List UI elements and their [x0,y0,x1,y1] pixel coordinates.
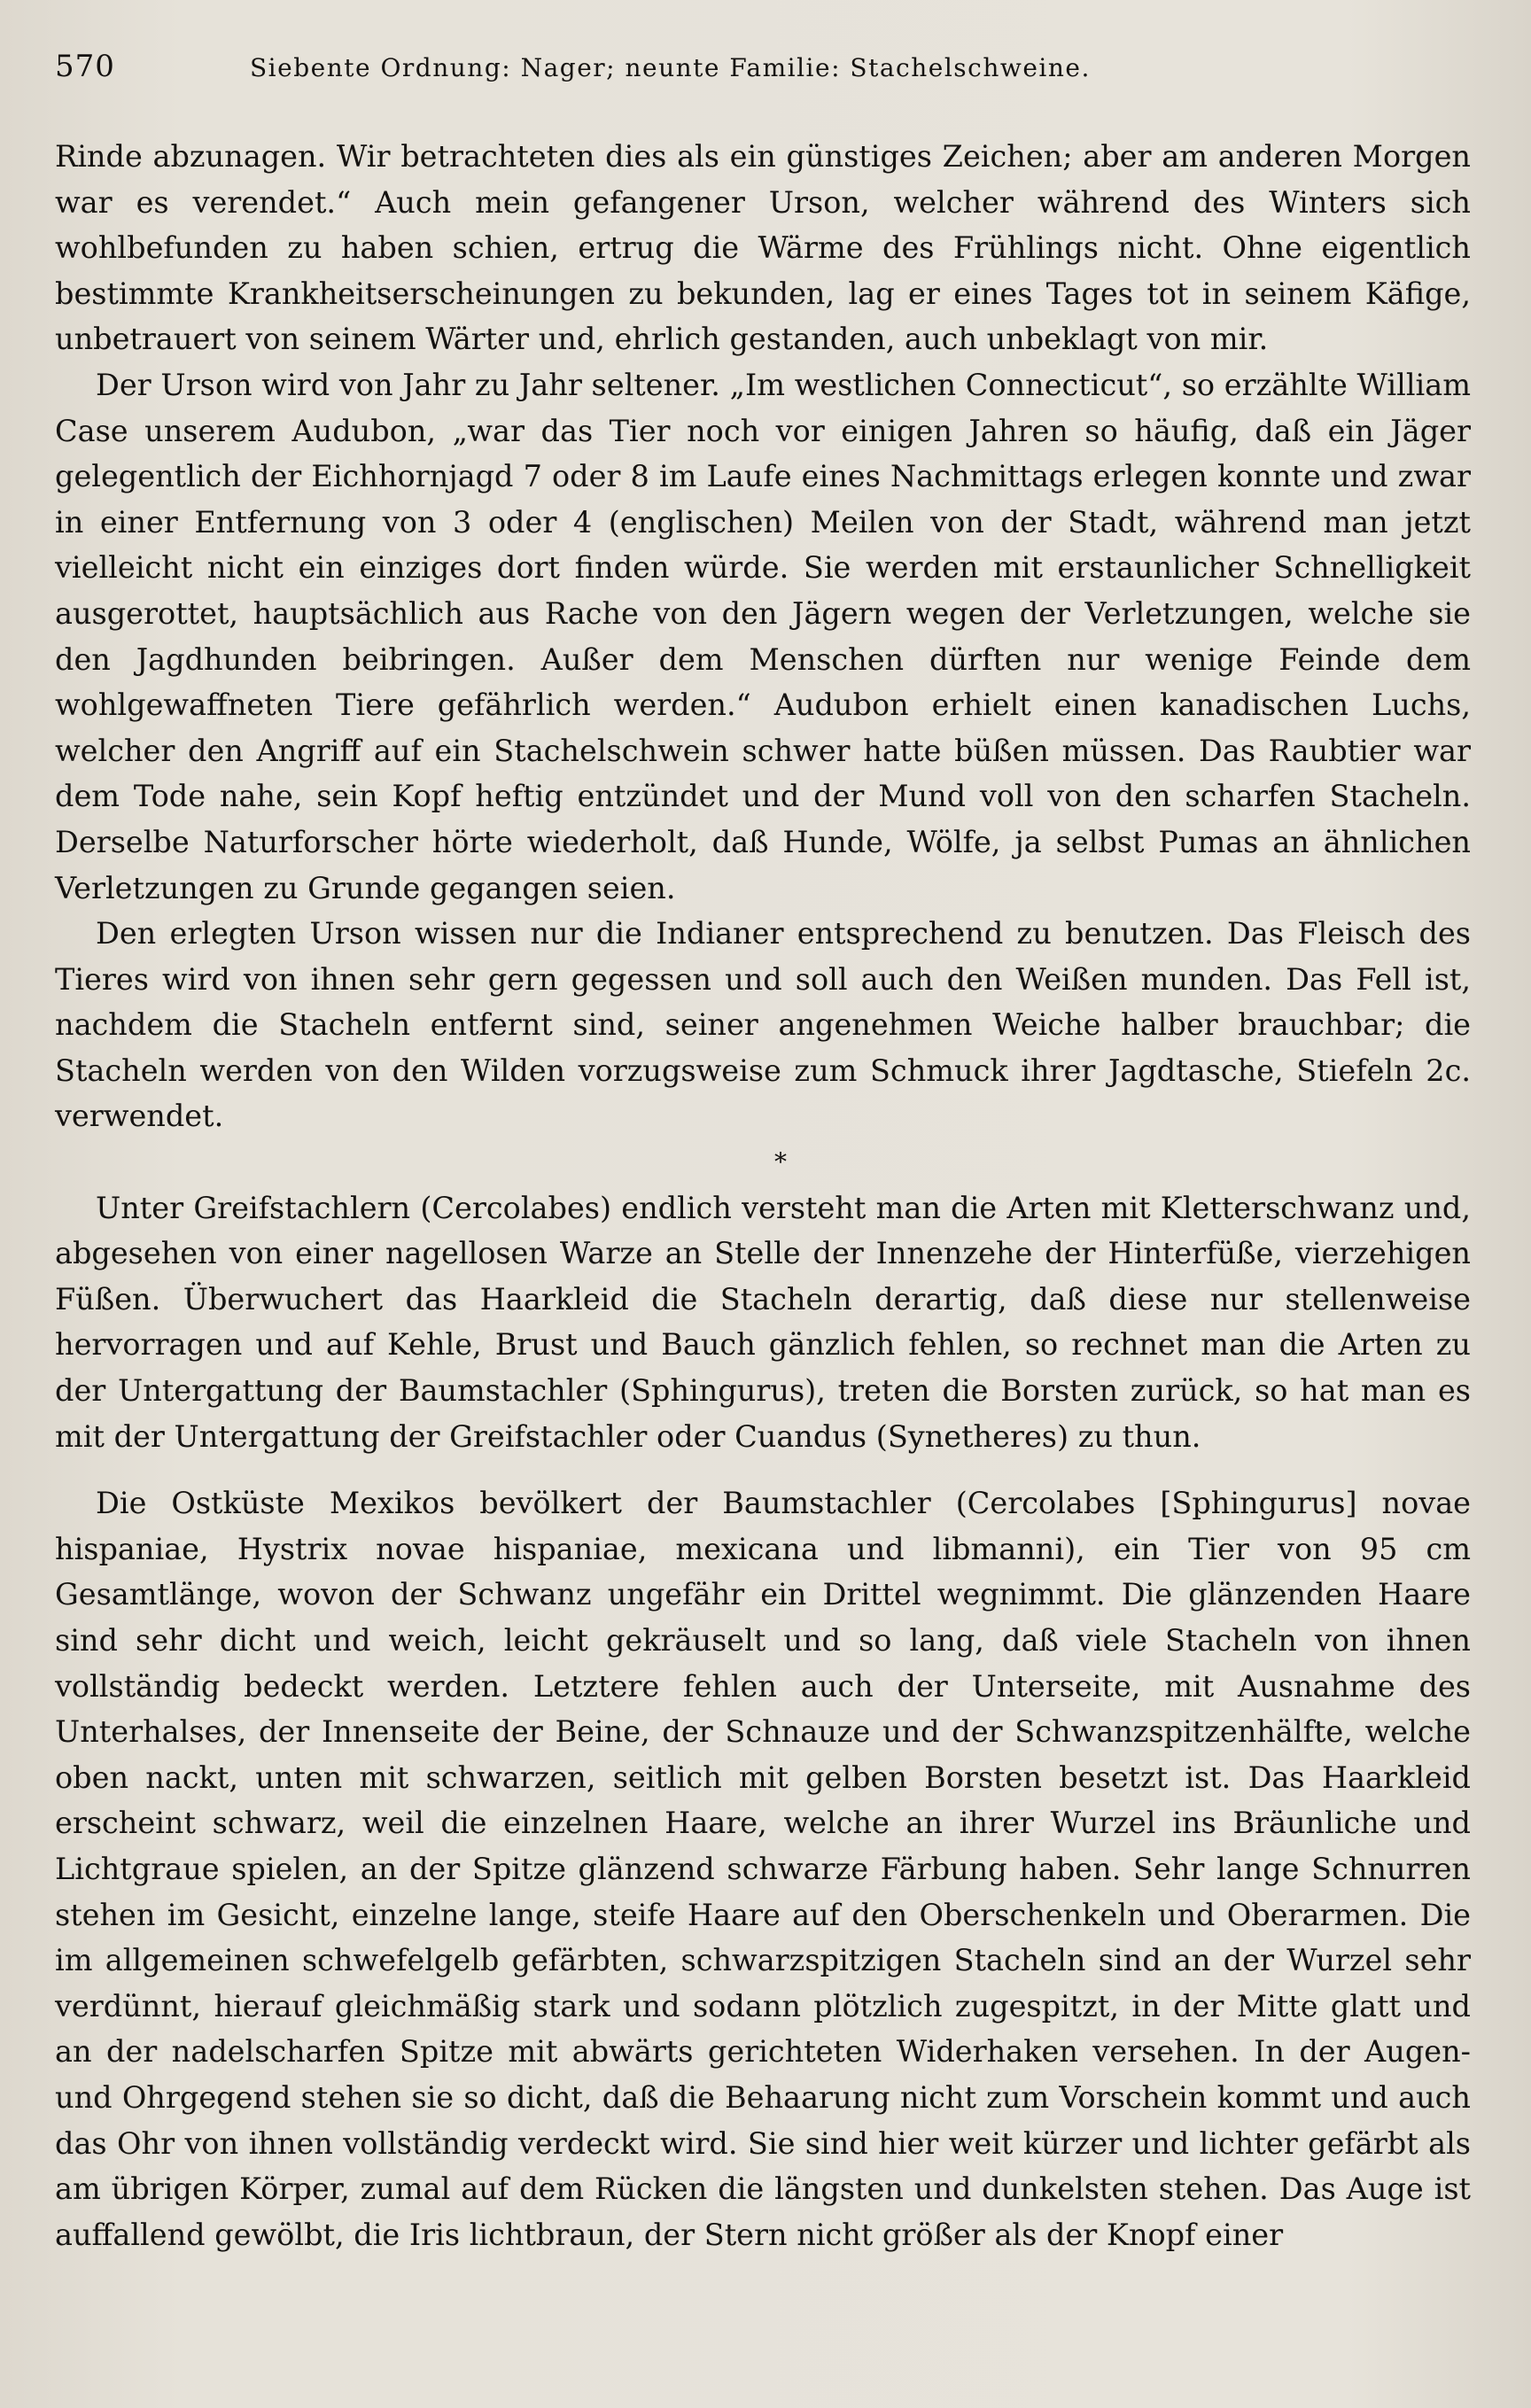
section-separator: * [774,1147,787,1177]
running-head [55,49,1471,102]
running-title: Siebente Ordnung: Nager; neunte Familie: Stachelschweine. [250,53,1091,82]
paragraph-3: Den erlegten Urson wissen nur die Indianer entsprechend zu benutzen. Das Fleisch des Tieres wird von ihnen sehr gern gegessen und soll auch den Weißen munden. Das Fell ist, nachdem die Stacheln entfernt sind, seiner angenehmen Weiche halber brauchbar; die Stacheln werden von den Wilden vorzugsweise zum Schmuck ihrer Jagdtasche, Stiefeln 2c. verwendet. [55,916,1471,1134]
paragraph-1: Rinde abzunagen. Wir betrachteten dies als ein günstiges Zeichen; aber am anderen Morgen war es verendet.“ Auch mein gefangener Urson, welcher während des Winters sich wohlbefunden zu haben schien, ertrug die Wärme des Frühlings nicht. Ohne eigentlich bestimmte Krankheitserscheinungen zu bekunden, lag er eines Tages tot in seinem Käfige, unbetrauert von seinem Wärter und, ehrlich gestanden, auch unbeklagt von mir. [55,139,1471,357]
paragraph-4: Unter Greifstachlern (Cercolabes) endlich versteht man die Arten mit Kletterschwanz und, abgesehen von einer nagellosen Warze an Stelle der Innenzehe der Hinterfüße, vierzehigen Füßen. Überwuchert das Haarkleid die Stacheln derartig, daß diese nur stellenweise hervorragen und auf Kehle, Brust und Bauch gänzlich fehlen, so rechnet man die Arten zu der Untergattung der Baumstachler (Sphingurus), treten die Borsten zurück, so hat man es mit der Untergattung der Greifstachler oder Cuandus (Synetheres) zu thun. [55,1190,1471,1454]
paragraph-2: Der Urson wird von Jahr zu Jahr seltener. „Im westlichen Connecticut“, so erzählte William Case unserem Audubon, „war das Tier noch vor einigen Jahren so häufig, daß ein Jäger gelegentlich der Eichhornjagd 7 oder 8 im Laufe eines Nachmittags erlegen konnte und zwar in einer Entfernung von 3 oder 4 (englischen) Meilen von der Stadt, während man jetzt vielleicht nicht ein einziges dort finden würde. Sie werden mit erstaunlicher Schnelligkeit ausgerottet, hauptsächlich aus Rache von den Jägern wegen der Verletzungen, welche sie den Jagdhunden beibringen. Außer dem Menschen dürften nur wenige Feinde dem wohlgewaffneten Tiere gefährlich werden.“ Audubon erhielt einen kanadischen Luchs, welcher den Angriff auf ein Stachelschwein schwer hatte büßen müssen. Das Raubtier war dem Tode nahe, sein Kopf heftig entzündet und der Mund voll von den scharfen Stacheln. Derselbe Naturforscher hörte wiederholt, daß Hunde, Wölfe, ja selbst Pumas an ähnlichen Verletzungen zu Grunde gegangen seien. [55,367,1471,905]
paragraph-5: Die Ostküste Mexikos bevölkert der Baumstachler (Cercolabes [Sphingurus] novae hispaniae, Hystrix novae hispaniae, mexicana und libmanni), ein Tier von 95 cm Gesamtlänge, wovon der Schwanz ungefähr ein Drittel wegnimmt. Die glänzenden Haare sind sehr dicht und weich, leicht gekräuselt und so lang, daß viele Stacheln von ihnen vollständig bedeckt werden. Letztere fehlen auch der Unterseite, mit Ausnahme des Unterhalses, der Innenseite der Beine, der Schnauze und der Schwanzspitzenhälfte, welche oben nackt, unten mit schwarzen, seitlich mit gelben Borsten besetzt ist. Das Haarkleid erscheint schwarz, weil die einzelnen Haare, welche an ihrer Wurzel ins Bräunliche und Lichtgraue spielen, an der Spitze glänzend schwarze Färbung haben. Sehr lange Schnurren stehen im Gesicht, einzelne lange, steife Haare auf den Oberschenkeln und Oberarmen. Die im allgemeinen schwefelgelb gefärbten, schwarzspitzigen Stacheln sind an der Wurzel sehr verdünnt, hierauf gleichmäßig stark und sodann plötzlich zugespitzt, in der Mitte glatt und an der nadelscharfen Spitze mit abwärts gerichteten Widerhaken versehen. In der Augen- und Ohrgegend stehen sie so dicht, daß die Behaarung nicht zum Vorschein kommt und auch das Ohr von ihnen vollständig verdeckt wird. Sie sind hier weit kürzer und lichter gefärbt als am übrigen Körper, zumal auf dem Rücken die längsten und dunkelsten stehen. Das Auge ist auffallend gewölbt, die Iris lichtbraun, der Stern nicht größer als der Knopf einer [55,1486,1471,2252]
body-text [55,134,1471,2257]
page-number: 570 [55,49,115,84]
